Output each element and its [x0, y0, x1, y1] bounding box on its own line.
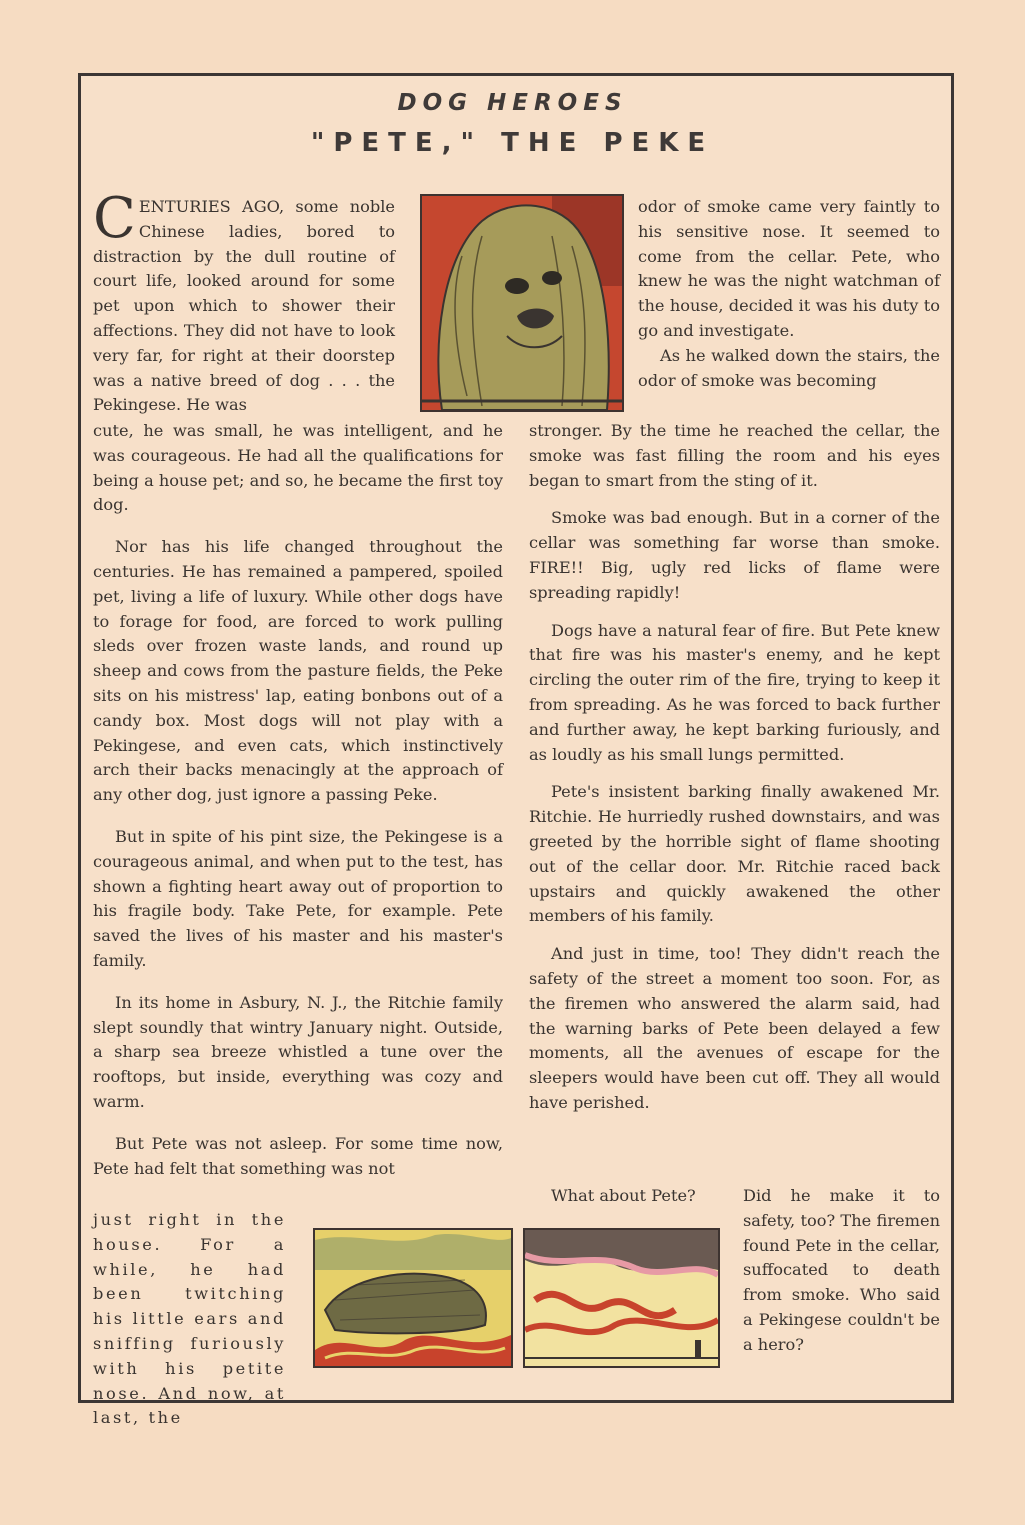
paragraph-fire: Smoke was bad enough. But in a corner of the cellar was something far worse than smoke. FIRE!! Big, ugly red licks of flame were spreading rapidly!	[529, 508, 940, 602]
pekingese-portrait-illustration	[420, 194, 624, 412]
right-column-question	[529, 1184, 729, 1209]
paragraph-conclusion: Did he make it to safety, too? The firemen found Pete in the cellar, suffocated to death from smoke. Who said a Pekingese couldn't be a hero?	[743, 1186, 940, 1354]
intro-paragraph: CENTURIES AGO, some noble Chinese ladies, bored to distraction by the dull routine of court life, looked around for some pet upon which to shower their affections. They did not have to look very far, for right at their doorstep was a native breed of dog . . . the Pekingese. He was	[93, 186, 395, 415]
paragraph-pampered: Nor has his life changed throughout the centuries. He has remained a pampered, spoiled pet, living a life of luxury. While other dogs have to forage for food, are forced to work pulling sleds over frozen waste lands, and round up sheep and cows from the pasture fields, the Peke sits on his mistress' lap, eating bonbons out of a candy box. Most dogs will not play with a Pekingese, and even cats, which instinctively arch their backs menacingly at the approach of any other dog, just ignore a passing Peke.	[93, 537, 503, 805]
right-column-top	[638, 195, 940, 393]
left-column-bottom	[93, 1208, 286, 1431]
paragraph-just-in-time: And just in time, too! They didn't reach the safety of the street a moment too soon. For, as the firemen who answered the alarm said, had the warning barks of Pete been delayed a few moments, all the avenues of escape for the sleepers would have been cut off. They all would have perished.	[529, 944, 940, 1112]
intro-paragraph-continued: cute, he was small, he was intelligent, and he was courageous. He had all the qualifications for being a house pet; and so, he became the first toy dog.	[93, 421, 503, 515]
right-column-bottom	[743, 1184, 940, 1358]
paragraph-not-asleep: But Pete was not asleep. For some time now, Pete had felt that something was not	[93, 1133, 503, 1178]
series-title: DOG HEROES	[397, 90, 628, 116]
paragraph-smoke-odor: odor of smoke came very faintly to his sensitive nose. It seemed to come from the cellar. Pete, who knew he was the night watchman of the house, decided it was his duty to go and investigate.	[638, 197, 940, 340]
dog-in-smoke-illustration	[313, 1228, 513, 1368]
paragraph-stairs-continued: stronger. By the time he reached the cellar, the smoke was fast filling the room and his eyes began to smart from the sting of it.	[529, 421, 940, 490]
paragraph-awakened: Pete's insistent barking finally awakened Mr. Ritchie. He hurriedly rushed downstairs, and was greeted by the horrible sight of flame shooting out of the cellar door. Mr. Ritchie raced back upstairs and quickly awakened the other members of his family.	[529, 782, 940, 926]
paragraph-asbury: In its home in Asbury, N. J., the Ritchie family slept soundly that wintry January night. Outside, a sharp sea breeze whistled a tune over the rooftops, but inside, everything was cozy and warm.	[93, 992, 503, 1111]
dog-in-smoke-drawing	[315, 1230, 511, 1366]
right-column-main	[529, 419, 940, 1116]
left-column-main	[93, 419, 503, 1181]
paragraph-fear: Dogs have a natural fear of fire. But Pete knew that fire was his master's enemy, and he kept circling the outer rim of the fire, trying to keep it from spreading. As he was forced to back further and further away, he kept barking furiously, and as loudly as his small lungs permitted.	[529, 620, 940, 764]
pekingese-portrait-drawing	[422, 196, 622, 410]
story-title: "PETE," THE PEKE	[310, 128, 715, 158]
cellar-fire-illustration	[523, 1228, 720, 1368]
cellar-fire-drawing	[525, 1230, 718, 1366]
drop-cap: C	[93, 186, 136, 251]
paragraph-courageous: But in spite of his pint size, the Pekingese is a courageous animal, and when put to the test, has shown a fighting heart away out of proportion to his fragile body. Take Pete, for example. Pete saved the lives of his master and his master's family.	[93, 826, 503, 970]
paragraph-stairs: As he walked down the stairs, the odor of smoke was becoming	[638, 345, 940, 390]
paragraph-what-about-pete: What about Pete?	[551, 1186, 696, 1205]
left-column-top	[93, 186, 395, 418]
paragraph-not-asleep-continued: just right in the house. For a while, he had been twitching his little ears and sniffing furiously with his petite nose. And now, at last, the	[93, 1210, 286, 1428]
